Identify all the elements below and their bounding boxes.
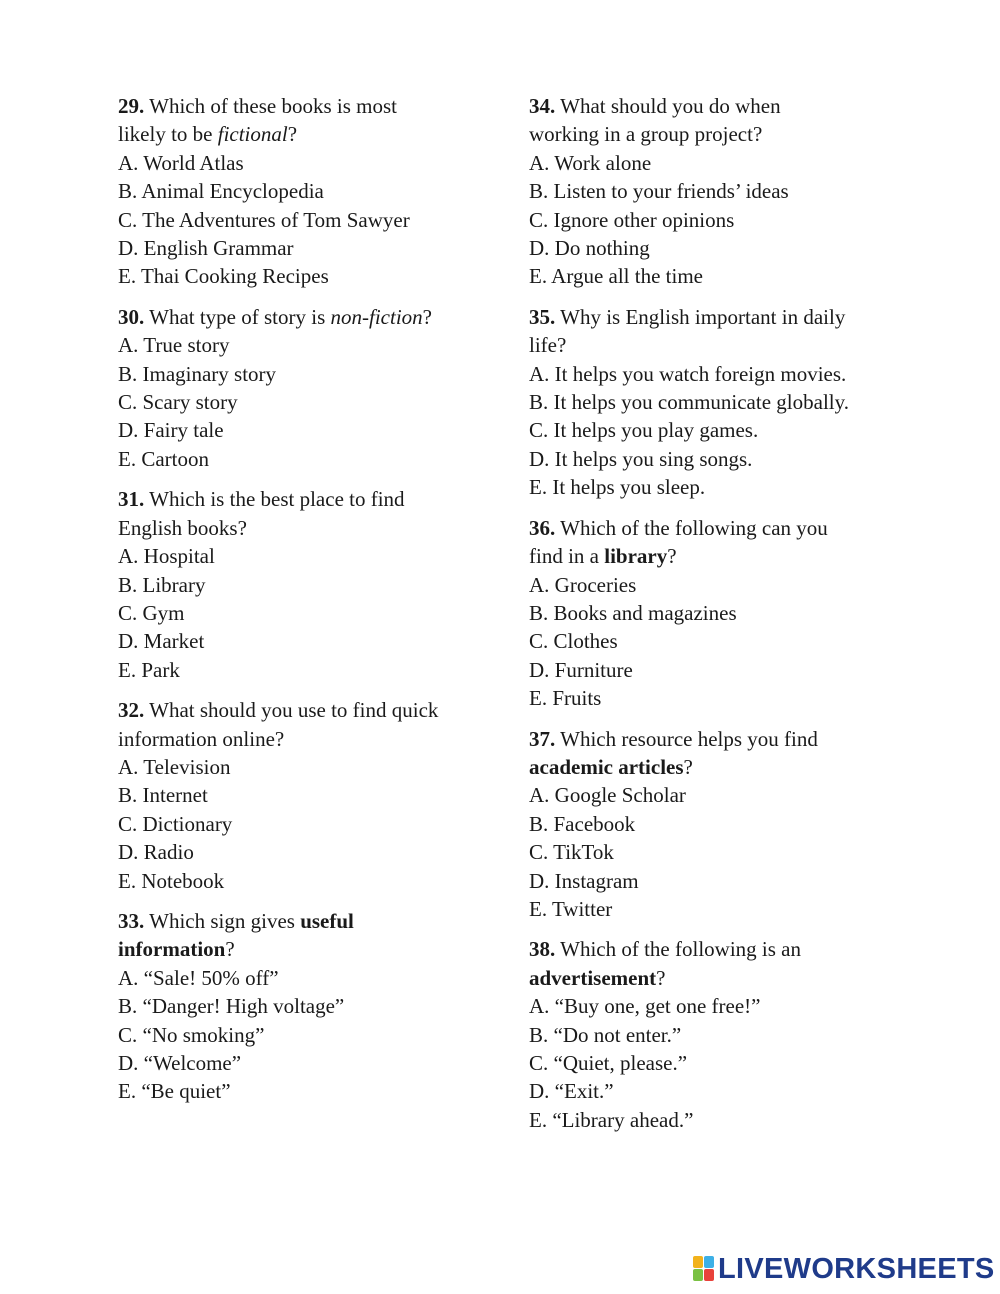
answer-option[interactable]: C. Dictionary <box>118 811 233 836</box>
answer-option[interactable]: D. Instagram <box>529 868 639 893</box>
logo-square-icon <box>704 1269 714 1281</box>
answer-option[interactable]: E. Fruits <box>529 686 602 711</box>
answer-option[interactable]: B. Internet <box>118 783 208 808</box>
question-text: 38. Which of the following is an <box>529 937 801 962</box>
answer-option[interactable]: C. “No smoking” <box>118 1022 265 1047</box>
question-text: likely to be fictional? <box>118 122 298 147</box>
question-text: 37. Which resource helps you find <box>529 726 818 751</box>
answer-option[interactable]: E. Notebook <box>118 868 225 893</box>
question-29 <box>118 92 488 291</box>
answer-option[interactable]: D. “Welcome” <box>118 1051 242 1075</box>
answer-option[interactable]: A. Hospital <box>118 544 215 569</box>
question-text: find in a library? <box>529 544 677 569</box>
question-36 <box>529 514 899 713</box>
question-32 <box>118 696 488 895</box>
question-text: 36. Which of the following can you <box>529 515 828 540</box>
answer-option[interactable]: C. “Quiet, please.” <box>529 1051 688 1075</box>
question-text: 35. Why is English important in daily <box>529 304 846 329</box>
answer-option[interactable]: A. Google Scholar <box>529 783 686 808</box>
answer-option[interactable]: A. “Buy one, get one free!” <box>529 994 761 1019</box>
answer-option[interactable]: A. Television <box>118 754 231 779</box>
answer-option[interactable]: E. Park <box>118 657 180 682</box>
answer-option[interactable]: B. Animal Encyclopedia <box>118 179 324 204</box>
answer-option[interactable]: D. English Grammar <box>118 236 294 261</box>
answer-option[interactable]: C. Ignore other opinions <box>529 207 735 232</box>
answer-option[interactable]: A. Groceries <box>529 572 637 597</box>
question-text: English books? <box>118 515 247 540</box>
answer-option[interactable]: E. Thai Cooking Recipes <box>118 264 329 289</box>
answer-option[interactable]: A. Work alone <box>529 150 652 175</box>
answer-option[interactable]: B. “Do not enter.” <box>529 1022 682 1047</box>
question-31 <box>118 485 488 684</box>
logo-square-icon <box>704 1256 714 1268</box>
answer-option[interactable]: D. Furniture <box>529 657 633 682</box>
answer-option[interactable]: A. It helps you watch foreign movies. <box>529 361 847 386</box>
answer-option[interactable]: E. Cartoon <box>118 446 209 471</box>
logo-square-icon <box>693 1269 703 1281</box>
answer-option[interactable]: E. It helps you sleep. <box>529 475 706 500</box>
question-text: 34. What should you do when <box>529 94 781 118</box>
question-35 <box>529 303 899 502</box>
answer-option[interactable]: C. The Adventures of Tom Sawyer <box>118 207 410 232</box>
answer-option[interactable]: B. Imaginary story <box>118 361 277 386</box>
question-text: 30. What type of story is non-fiction? <box>118 304 432 329</box>
answer-option[interactable]: C. It helps you play games. <box>529 418 759 443</box>
answer-option[interactable]: D. It helps you sing songs. <box>529 446 753 471</box>
question-text: life? <box>529 333 567 358</box>
question-text: information? <box>118 937 235 962</box>
answer-option[interactable]: A. “Sale! 50% off” <box>118 965 279 990</box>
answer-option[interactable]: C. Scary story <box>118 390 238 415</box>
question-text: academic articles? <box>529 754 693 779</box>
left-column <box>118 92 488 1118</box>
question-text: advertisement? <box>529 965 666 990</box>
answer-option[interactable]: B. Listen to your friends’ ideas <box>529 179 789 204</box>
question-37 <box>529 725 899 924</box>
question-text: working in a group project? <box>529 122 763 147</box>
question-text: 33. Which sign gives useful <box>118 908 354 933</box>
answer-option[interactable]: A. World Atlas <box>118 150 244 175</box>
liveworksheets-logo-icon <box>693 1256 715 1282</box>
answer-option[interactable]: D. Fairy tale <box>118 418 224 443</box>
logo-text: LIVEWORKSHEETS <box>718 1252 995 1285</box>
answer-option[interactable]: E. Argue all the time <box>529 264 703 289</box>
answer-option[interactable]: C. TikTok <box>529 840 614 865</box>
answer-option[interactable]: B. Books and magazines <box>529 600 737 625</box>
answer-option[interactable]: C. Gym <box>118 600 185 625</box>
question-33 <box>118 907 488 1106</box>
answer-option[interactable]: E. Twitter <box>529 896 613 921</box>
question-38 <box>529 935 899 1134</box>
answer-option[interactable]: B. Library <box>118 572 206 597</box>
answer-option[interactable]: B. “Danger! High voltage” <box>118 994 345 1019</box>
right-column <box>529 92 899 1146</box>
answer-option[interactable]: B. Facebook <box>529 811 636 836</box>
question-30 <box>118 303 488 473</box>
question-text: 29. Which of these books is most <box>118 94 398 118</box>
answer-option[interactable]: D. Do nothing <box>529 236 650 261</box>
answer-option[interactable]: D. “Exit.” <box>529 1079 614 1104</box>
answer-option[interactable]: E. “Library ahead.” <box>529 1107 694 1132</box>
liveworksheets-logo <box>693 1252 995 1286</box>
question-34 <box>529 92 899 291</box>
answer-option[interactable]: E. “Be quiet” <box>118 1079 231 1104</box>
answer-option[interactable]: B. It helps you communicate globally. <box>529 390 849 415</box>
answer-option[interactable]: C. Clothes <box>529 629 618 654</box>
question-text: information online? <box>118 726 285 751</box>
answer-option[interactable]: A. True story <box>118 333 230 358</box>
logo-square-icon <box>693 1256 703 1268</box>
answer-option[interactable]: D. Market <box>118 629 205 654</box>
question-text: 31. Which is the best place to find <box>118 487 405 512</box>
answer-option[interactable]: D. Radio <box>118 840 194 865</box>
question-text: 32. What should you use to find quick <box>118 698 439 723</box>
